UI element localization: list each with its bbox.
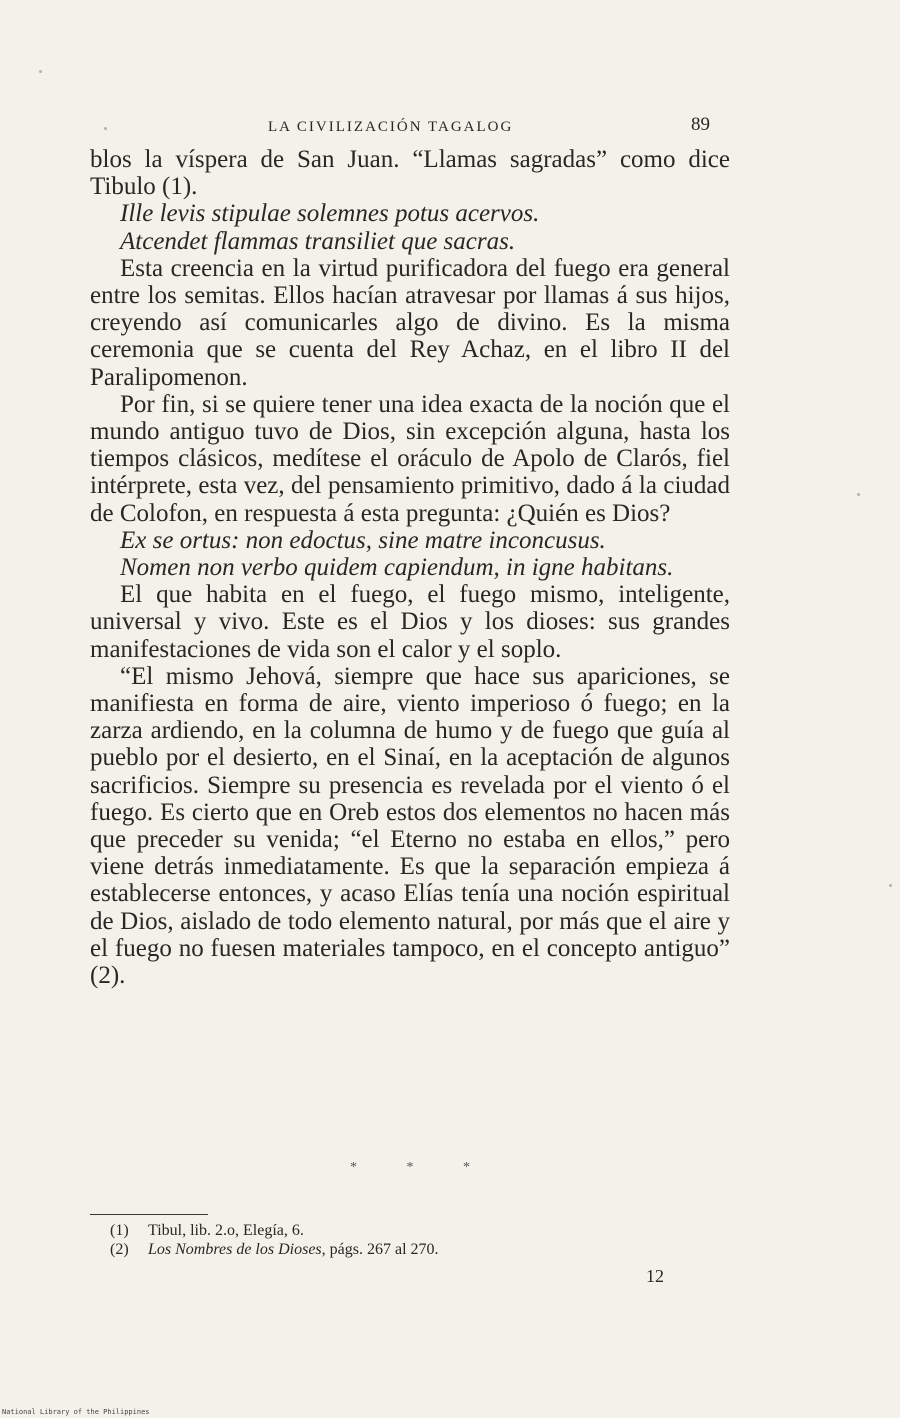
asterisk: * [406, 1160, 414, 1175]
paragraph: “El mismo Jehová, siempre que hace sus apariciones, se manifiesta en forma de aire, viento imperioso ó fuego; en la zarza ardiendo, en la columna de humo y de fuego que guía al pueblo por el desierto, en el Sinaí, en la aceptación de algunos sacrificios. Siempre su presencia es revelada por el viento ó el fuego. Es cierto que en Oreb estos dos elementos no hacen más que preceder su venida; “el Eterno no estaba en ellos,” pero viene detrás inmediatamente. Es que la separación empieza á establecerse entonces, y acaso Elías tenía una noción espiritual de Dios, aislado de todo elemento natural, por más que el aire y el fuego no fuesen materiales tampoco, en el concepto antiguo” (2). [90, 662, 730, 990]
footnote [110, 1240, 439, 1259]
paragraph: Esta creencia en la virtud purificadora del fuego era general entre los semitas. Ellos hacían atravesar por llamas á sus hijos, creyendo así comunicarles algo de divino. Es la misma ceremonia que se cuenta del Rey Achaz, en el libro II del Paralipomenon. [90, 254, 730, 391]
running-header [90, 114, 730, 145]
asterisk: * [350, 1160, 357, 1175]
latin-verse: Nomen non verbo quidem capiendum, in igne habitans. [120, 554, 674, 582]
page-number: 89 [691, 114, 710, 135]
latin-verse: Ille levis stipulae solemnes potus acervos. [120, 200, 540, 228]
footnote-rule [90, 1214, 208, 1215]
paper-speck [39, 70, 42, 73]
paragraph: Por fin, si se quiere tener una idea exacta de la noción que el mundo antiguo tuvo de Dios, sin excepción alguna, hasta los tiempos clásicos, medítese el oráculo de Apolo de Clarós, fiel intérprete, esta vez, del pensamiento primitivo, dado á la ciudad de Colofon, en respuesta á esta pregunta: ¿Quién es Dios? [90, 390, 730, 527]
latin-verse: Ex se ortus: non edoctus, sine matre inconcusus. [120, 526, 606, 554]
paragraph: blos la víspera de San Juan. “Llamas sagradas” como dice Tibulo (1). [90, 146, 730, 201]
footnote-number: (2) [110, 1241, 129, 1258]
main-text [90, 146, 730, 989]
source-line: National Library of the Philippines [2, 1408, 150, 1416]
footnote-title: Los Nombres de los Dioses, [148, 1241, 326, 1258]
asterisk: * [463, 1160, 470, 1175]
footnote-number: (1) [110, 1222, 129, 1239]
latin-verse: Atcendet flammas transiliet que sacras. [120, 227, 516, 255]
section-break [350, 1160, 470, 1176]
paper-speck [857, 493, 860, 496]
footnote-text: Tibul, lib. 2.o, Elegía, 6. [148, 1222, 304, 1239]
signature-mark: 12 [646, 1266, 664, 1286]
paper-speck [889, 884, 892, 887]
running-title: LA CIVILIZACIÓN TAGALOG [268, 119, 514, 135]
paragraph: El que habita en el fuego, el fuego mismo, inteligente, universal y vivo. Este es el Dios y los dioses: sus grandes manifestaciones de vida son el calor y el soplo. [90, 581, 730, 663]
footnotes [110, 1221, 439, 1259]
footnote-text: págs. 267 al 270. [325, 1241, 439, 1258]
footnote [110, 1221, 439, 1240]
